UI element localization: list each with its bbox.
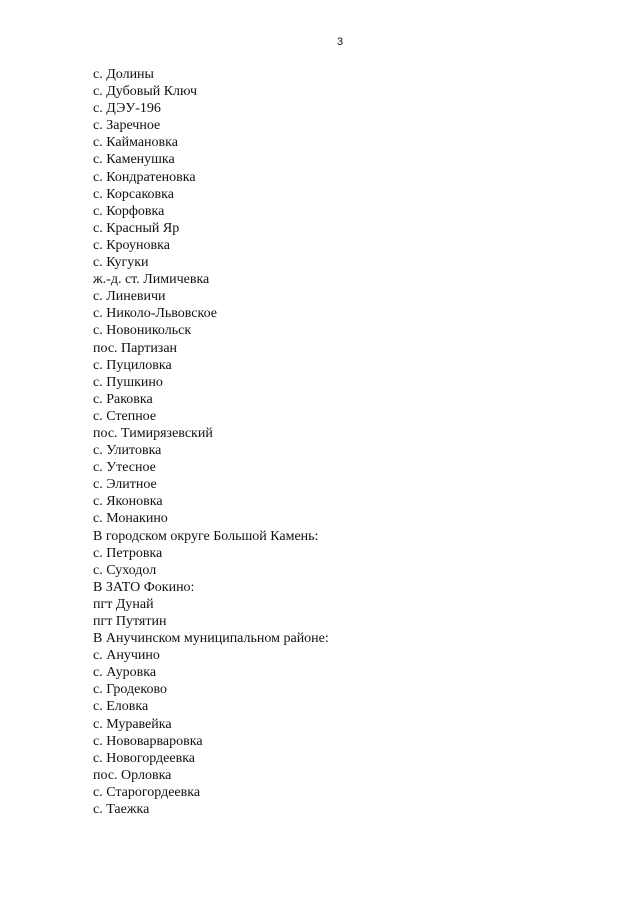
list-item: с. Николо-Львовское [93, 306, 217, 322]
list-item: с. ДЭУ-196 [93, 101, 161, 117]
list-item: с. Суходол [93, 562, 157, 578]
list-item: с. Долины [93, 67, 154, 82]
list-item: с. Яконовка [93, 494, 163, 510]
page-number: 3 [336, 36, 344, 48]
list-item: с. Утесное [93, 460, 156, 476]
section-heading: В Анучинском муниципальном районе: [93, 631, 329, 647]
list-item: с. Кондратеновка [93, 169, 196, 185]
list-item: с. Кугуки [93, 255, 149, 271]
settlement-list [93, 66, 329, 818]
list-item: ж.-д. ст. Лимичевка [93, 272, 210, 288]
list-item: с. Таежка [93, 802, 150, 818]
list-item: с. Ауровка [93, 665, 157, 681]
list-item: с. Элитное [93, 477, 157, 493]
list-item: с. Каймановка [93, 135, 178, 151]
list-item: пос. Тимирязевский [93, 425, 213, 441]
list-item: с. Корфовка [93, 203, 165, 219]
list-item: пгт Дунай [93, 596, 154, 612]
list-item: с. Петровка [93, 545, 163, 561]
list-item: с. Линевичи [93, 289, 166, 305]
list-item: пгт Путятин [93, 614, 167, 629]
list-item: с. Кроуновка [93, 237, 170, 253]
section-heading: В ЗАТО Фокино: [93, 579, 195, 595]
section-heading: В городском округе Большой Камень: [93, 528, 319, 544]
list-item: с. Пуциловка [93, 357, 172, 373]
list-item: пос. Партизан [93, 340, 178, 356]
list-item: с. Монакино [93, 511, 168, 527]
list-item: с. Старогордеевка [93, 784, 201, 800]
list-item: с. Улитовка [93, 443, 162, 459]
list-item: с. Новогордеевка [93, 750, 196, 766]
list-item: с. Пушкино [93, 374, 163, 390]
list-item: с. Каменушка [93, 152, 175, 168]
list-item: с. Заречное [93, 118, 161, 134]
list-item: с. Степное [93, 408, 157, 424]
list-item: с. Корсаковка [93, 186, 174, 202]
list-item: с. Раковка [93, 391, 153, 407]
list-item: с. Дубовый Ключ [93, 84, 198, 100]
list-item: с. Нововарваровка [93, 733, 203, 749]
list-item: пос. Орловка [93, 767, 172, 783]
list-item: с. Новоникольск [93, 323, 192, 339]
list-item: с. Муравейка [93, 716, 172, 732]
list-item: с. Анучино [93, 648, 160, 664]
list-item: с. Красный Яр [93, 220, 180, 236]
list-item: с. Еловка [93, 699, 149, 715]
list-item: с. Гродеково [93, 682, 167, 698]
